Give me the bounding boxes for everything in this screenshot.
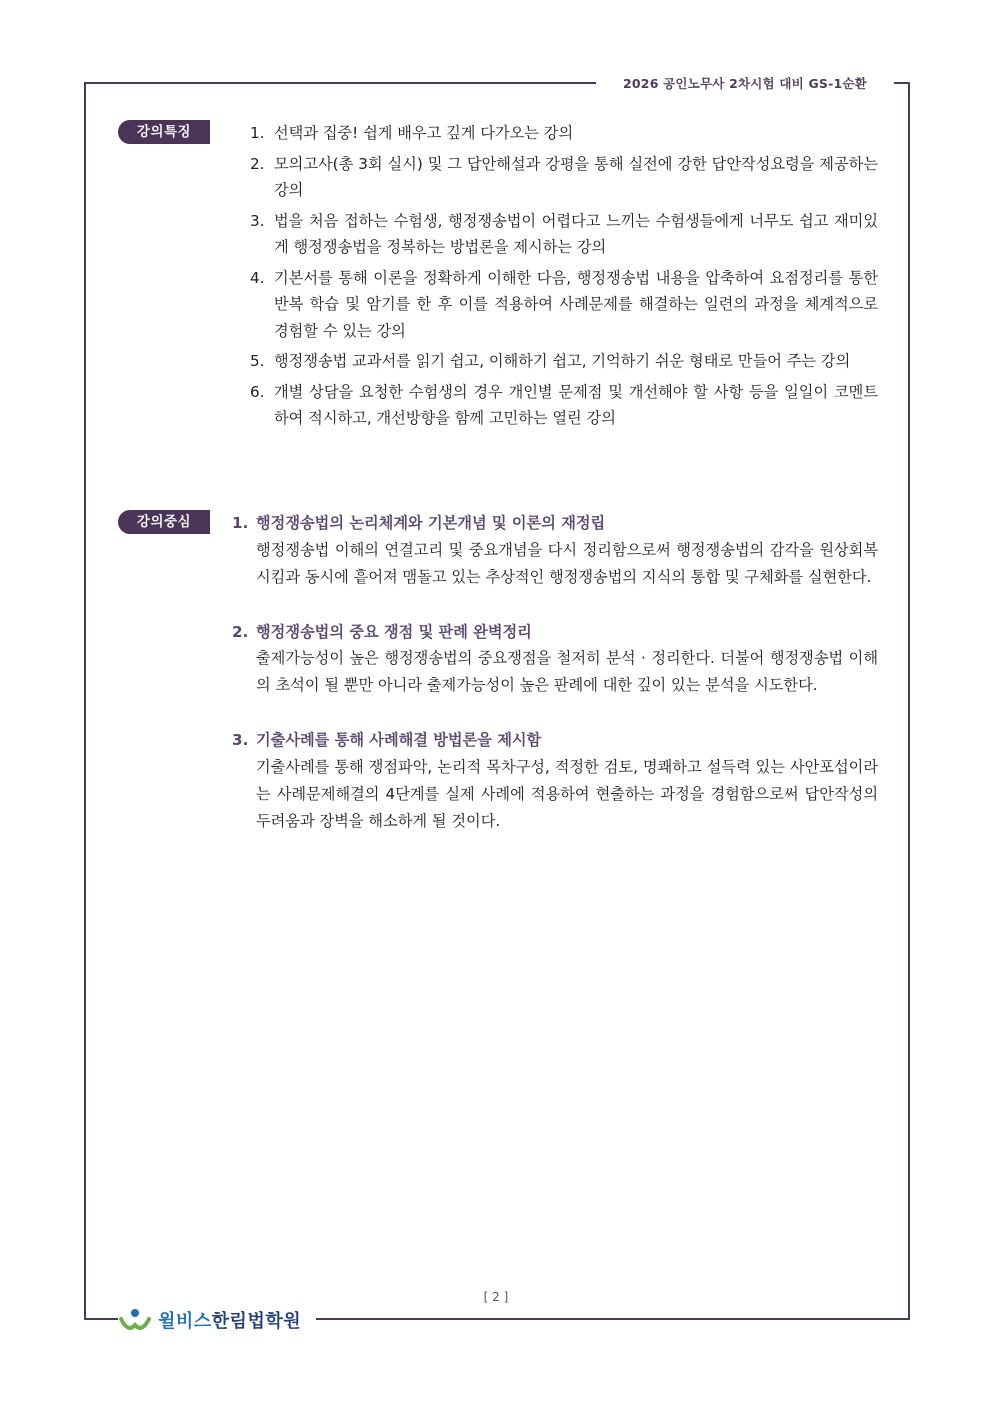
focus-body: 행정쟁송법 이해의 연결고리 및 중요개념을 다시 정리함으로써 행정쟁송법의 감각을 원상회복시킴과 동시에 흩어져 맴돌고 있는 추상적인 행정쟁송법의 지식의 통합 및 구체화를 실현한다. [256,540,878,586]
footer-logo [118,1306,311,1334]
list-item: 5. 행정쟁송법 교과서를 읽기 쉽고, 이해하기 쉽고, 기억하기 쉬운 형태로 만들어 주는 강의 [250,352,851,370]
list-item: 6. 개별 상담을 요청한 수험생의 경우 개인별 문제점 및 개선해야 할 사항 등을 일일이 코멘트 하여 적시하고, 개선방향을 함께 고민하는 열린 강의 [250,382,878,427]
logo-text: 윌비스한림법학원 [158,1311,302,1332]
focus-heading: 3. 기출사례를 통해 사례해결 방법론을 제시함 [232,731,542,749]
focus-heading: 1. 행정쟁송법의 논리체계와 기본개념 및 이론의 재정립 [232,514,606,532]
frame-bottom-right [316,1318,910,1320]
focus-section [118,510,876,870]
header-title: 2026 공인노무사 2차시험 대비 GS-1순환 [596,74,894,92]
list-item: 2. 모의고사(총 3회 실시) 및 그 답안해설과 강평을 통해 실전에 강한 답안작성요령을 제공하는 강의 [250,154,878,199]
logo-person-icon [118,1307,152,1333]
features-list [250,120,878,436]
frame-bottom-left [84,1318,118,1320]
features-badge: 강의특징 [118,120,210,144]
focus-item [232,510,878,591]
focus-item [232,619,878,700]
frame-left [84,82,86,1320]
focus-badge: 강의중심 [118,510,210,534]
focus-item [232,727,878,835]
list-item: 1. 선택과 집중! 쉽게 배우고 깊게 다가오는 강의 [250,124,574,142]
features-section [118,120,876,440]
focus-body: 출제가능성이 높은 행정쟁송법의 중요쟁점을 철저히 분석 · 정리한다. 더불어 행정쟁송법 이해의 초석이 될 뿐만 아니라 출제가능성이 높은 판례에 대한 깊이 있는 분석을 시도한다. [256,649,878,694]
list-item: 3. 법을 처음 접하는 수험생, 행정쟁송법이 어렵다고 느끼는 수험생들에게 너무도 쉽고 재미있게 행정쟁송법을 정복하는 방법론을 제시하는 강의 [250,211,878,256]
focus-list [232,510,878,835]
frame-right [908,82,910,1320]
focus-body: 기출사례를 통해 쟁점파악, 논리적 목차구성, 적정한 검토, 명쾌하고 설득력 있는 사안포섭이라는 사례문제해결의 4단계를 실제 사례에 적용하여 현출하는 과정을 경험함으로써 답안작성의 두려움과 장벽을 해소하게 될 것이다. [256,757,878,830]
page-number: [ 2 ] [483,1290,509,1304]
list-item: 4. 기본서를 통해 이론을 정확하게 이해한 다음, 행정쟁송법 내용을 압축하여 요점정리를 통한 반복 학습 및 암기를 한 후 이를 적용하여 사례문제를 해결하는 일련의 과정을 체계적으로 경험할 수 있는 강의 [250,268,878,340]
focus-heading: 2. 행정쟁송법의 중요 쟁점 및 판례 완벽정리 [232,622,532,641]
frame-top-left [84,82,596,84]
